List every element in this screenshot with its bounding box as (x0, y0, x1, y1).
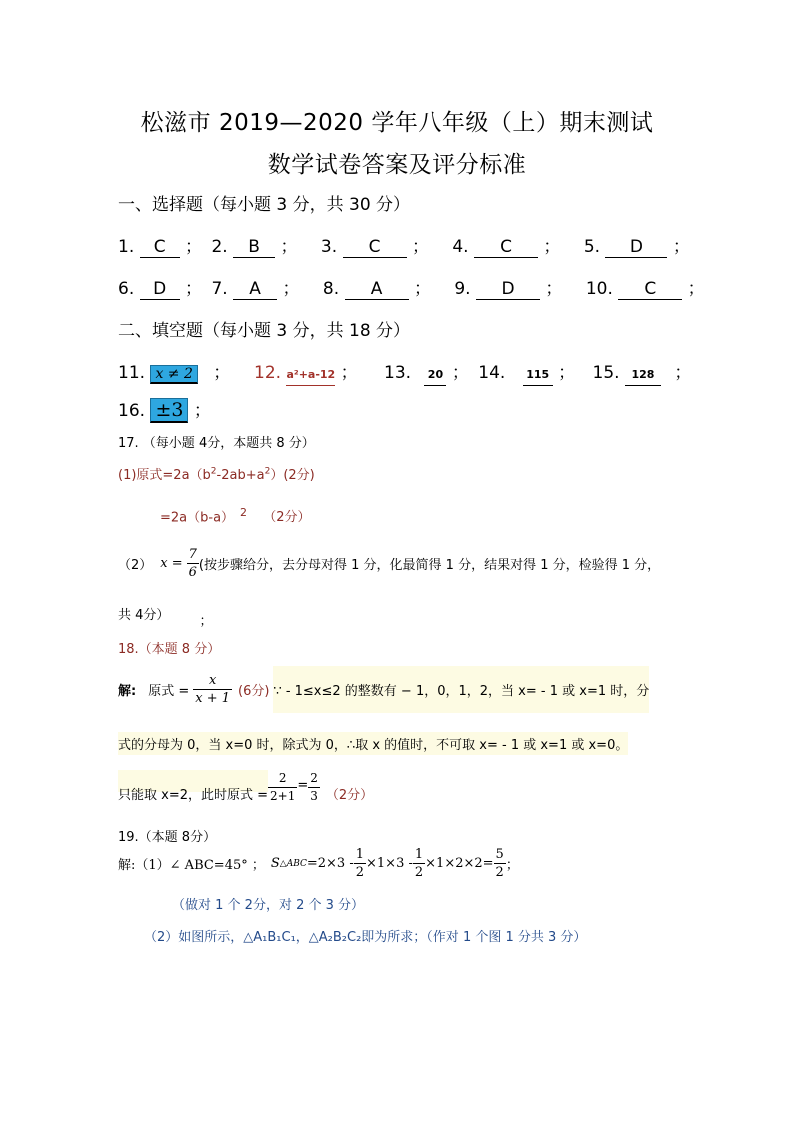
section1-heading: 一、选择题（每小题 3 分，共 30 分） (118, 195, 411, 215)
q17-p2-den: 6 (188, 565, 197, 580)
mc-sep: ； (280, 237, 298, 257)
q18-fraction-2 (308, 770, 320, 805)
mc-num-3: 3. (320, 237, 338, 257)
q19-h-den: 2 (355, 865, 365, 880)
mc-ans-7: A (233, 279, 277, 300)
q17-sup: 2 (210, 466, 217, 477)
q17-p2-fraction (187, 546, 199, 581)
q18-text1: ∵ - 1≤x≤2 的整数有 − 1，0，1，2，当 x= - 1 或 x=1 时，分 (273, 666, 649, 713)
q18-score2: （2分） (325, 788, 374, 803)
q19-r-den: 2 (495, 865, 504, 880)
mc-row-1 (118, 232, 690, 258)
mc-ans-6: D (140, 279, 180, 300)
q19-line1-b: =2×3 - (306, 856, 354, 871)
q17-p2-num: 7 (188, 547, 197, 562)
mc-ans-9: D (476, 279, 540, 300)
q17-p1-line2-sup: 2 (240, 506, 248, 519)
q17-p2-semicolon: ； (199, 614, 213, 629)
mc-num-1: 1. (118, 237, 135, 257)
q19-half-1 (354, 846, 366, 881)
q17-part2-line1 (118, 546, 660, 581)
q15-num: 15. (592, 363, 620, 383)
mc-sep: ； (687, 279, 705, 299)
fill-row-1 (118, 358, 230, 384)
q17-p1-a: (1)原式=2a（b (118, 468, 211, 483)
q17-p2-prefix: （2） (118, 558, 153, 573)
q18-line1 (118, 666, 649, 713)
q17-p1-line2: =2a（b-a） (160, 510, 235, 526)
q19-line2: （做对 1 个 2分，对 2 个 3 分） (172, 898, 365, 913)
q18-f2-den: 3 (310, 789, 318, 803)
q19-heading: 19.（本题 8分） (118, 830, 217, 845)
q19-h-num: 1 (414, 847, 424, 862)
mc-num-4: 4. (452, 237, 469, 257)
mc-num-9: 9. (454, 279, 471, 299)
q19-half-2 (413, 846, 425, 881)
q11-num: 11. (118, 363, 146, 383)
q12-answer: a²+a-12 (286, 365, 335, 386)
q12 (254, 358, 358, 386)
mc-sep: ； (185, 279, 203, 299)
mc-ans-1: C (140, 237, 180, 258)
q18-orig: 原式 = (148, 684, 190, 699)
q18-f1-num: 2 (268, 770, 297, 788)
q13-sep: ； (451, 363, 469, 383)
q18-fraction-1 (268, 770, 297, 805)
mc-num-6: 6. (118, 279, 135, 299)
q17-p2-line2: 共 4分） (118, 608, 170, 623)
q18-f1-den: 2+1 (270, 789, 296, 803)
q18-frac-num: x (193, 672, 232, 690)
q18-score1: (6分) (238, 684, 270, 699)
mc-num-8: 8. (322, 279, 340, 299)
q14-answer: 115 (523, 365, 553, 386)
q17-heading: 17. （每小题 4分，本题共 8 分） (118, 436, 315, 451)
mc-num-7: 7. (211, 279, 228, 299)
mc-sep: ； (411, 237, 429, 257)
title-line-2: 数学试卷答案及评分标准 (267, 152, 527, 178)
mc-sep: ； (282, 279, 300, 299)
q15-sep: ； (674, 363, 692, 383)
q18-f2-num: 2 (308, 770, 320, 788)
q13-q15 (384, 358, 691, 386)
mc-sep: ； (543, 237, 561, 257)
q18-heading: 18.（本题 8 分） (118, 642, 221, 657)
mc-sep: ； (413, 279, 431, 299)
mc-num-10: 10. (585, 279, 613, 299)
q19-s: S (270, 856, 280, 871)
q19-line1-c: ×1×3 - (366, 856, 413, 871)
q17-part1-line1 (118, 464, 315, 483)
mc-ans-2: B (233, 237, 275, 258)
q17-sup: 2 (264, 466, 271, 477)
q19-line1 (118, 846, 519, 881)
mc-num-2: 2. (211, 237, 228, 257)
q17-p2-x: x = (160, 556, 183, 571)
mc-num-5: 5. (583, 237, 601, 257)
q17-p1-b: -2ab+a (216, 468, 265, 483)
q16-sep: ； (193, 401, 211, 421)
mc-sep: ； (672, 237, 690, 257)
q17-p1-c: ）(2分) (270, 468, 315, 483)
mc-sep: ； (185, 237, 203, 257)
q14-sep: ； (558, 363, 576, 383)
q19-s-sub: △ABC (279, 858, 307, 869)
section2-heading: 二、填空题（每小题 3 分，共 18 分） (118, 321, 411, 341)
mc-ans-5: D (605, 237, 667, 258)
q12-num: 12. (254, 363, 282, 383)
q19-h-den: 2 (414, 865, 424, 880)
mc-ans-3: C (343, 237, 407, 258)
q18-frac-den: x + 1 (195, 691, 230, 706)
q19-line1-d: ×1×2×2= (425, 856, 494, 871)
fill-row-2 (118, 396, 211, 423)
q17-p1-line2-score: （2分） (263, 510, 311, 526)
q17-p2-text: (按步骤给分，去分母对得 1 分，化最简得 1 分，结果对得 1 分，检验得 1 分， (198, 558, 661, 573)
q19-h-num: 1 (355, 847, 365, 862)
q16-answer: ±3 (150, 398, 188, 423)
q18-line2: 式的分母为 0，当 x=0 时，除式为 0，∴取 x 的值时，不可取 x= - 1 或 x=1 或 x=0。 (118, 732, 628, 755)
q11-answer: x ≠ 2 (150, 365, 197, 384)
q13-answer: 20 (424, 365, 446, 386)
q12-sep: ； (340, 363, 358, 383)
q14-num: 14. (478, 363, 506, 383)
q19-result (494, 846, 506, 881)
q18-eq: = (297, 778, 309, 793)
q18-fraction (193, 672, 232, 707)
q13-num: 13. (384, 363, 412, 383)
q11-sep: ； (213, 363, 231, 383)
q19-r-num: 5 (495, 847, 504, 862)
mc-ans-10: C (618, 279, 682, 300)
q17-part2-line2 (118, 604, 213, 629)
q16-num: 16. (118, 401, 146, 421)
q18-line3 (118, 770, 373, 805)
mc-sep: ； (545, 279, 563, 299)
q19-line3: （2）如图所示，△A₁B₁C₁，△A₂B₂C₂即为所求；（作对 1 个图 1 分共 3 分） (144, 930, 587, 945)
q18-text3: 只能取 x=2，此时原式 = (118, 788, 269, 803)
title-line-1: 松滋市 2019—2020 学年八年级（上）期末测试 (140, 110, 654, 136)
mc-row-2 (118, 274, 705, 300)
q19-line1-e: ； (505, 858, 519, 873)
mc-ans-8: A (345, 279, 409, 300)
q15-answer: 128 (625, 365, 661, 386)
mc-ans-4: C (474, 237, 538, 258)
q18-jie: 解: (118, 684, 137, 699)
q17-part1-line2 (160, 506, 310, 525)
q19-line1-a: 解:（1）∠ ABC=45° ； (118, 858, 265, 873)
